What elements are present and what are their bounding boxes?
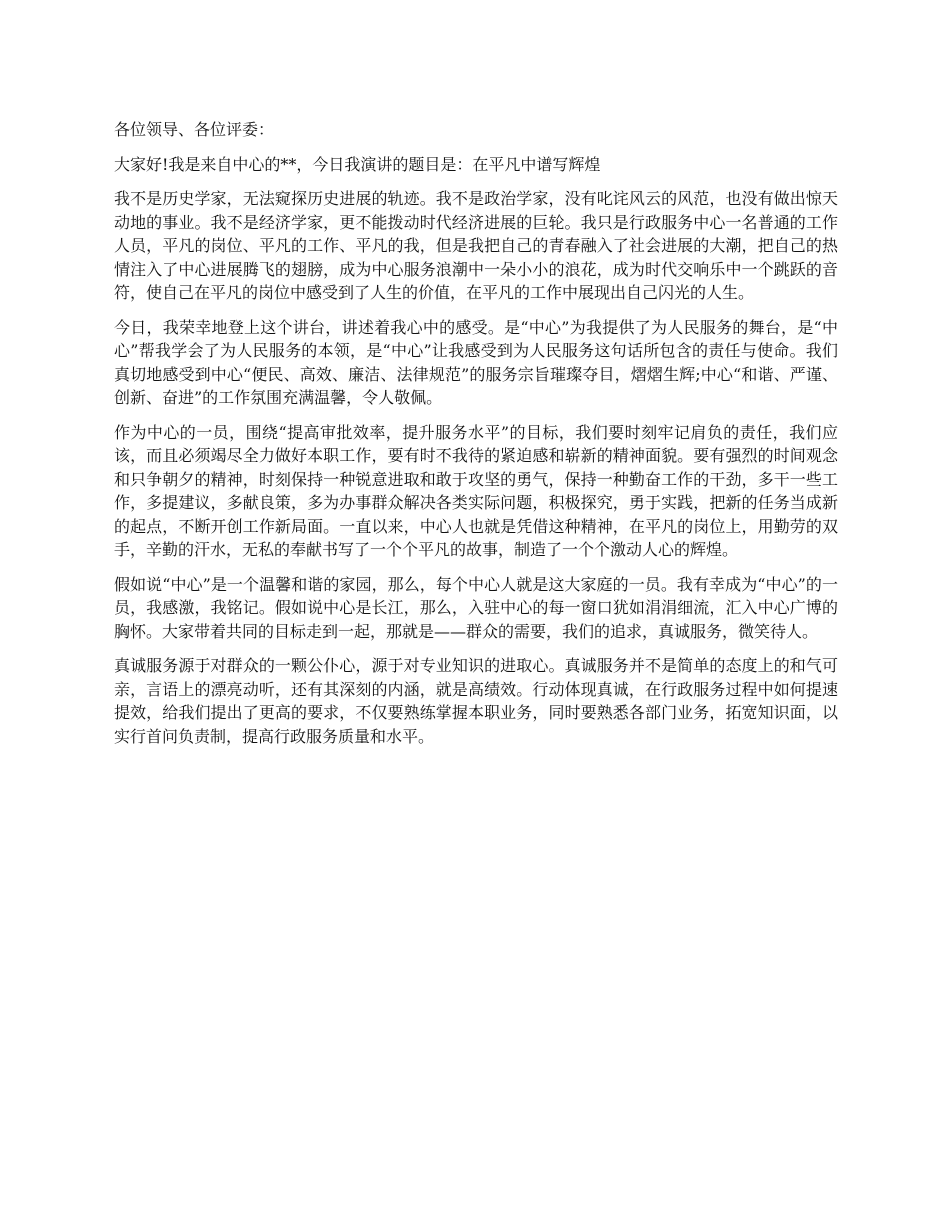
- paragraph-family: 假如说“中心”是一个温馨和谐的家园，那么，每个中心人就是这大家庭的一员。我有幸成为“中心”的一员，我感激，我铭记。假如说中心是长江，那么，入驻中心的每一窗口犹如涓涓细流，汇入中心广博的胸怀。大家带着共同的目标走到一起，那就是——群众的需要，我们的追求，真诚服务，微笑待人。: [114, 574, 838, 641]
- salutation: 各位领导、各位评委：: [114, 120, 275, 139]
- paragraph-responsibility: 作为中心的一员，围绕“提高审批效率，提升服务水平”的目标，我们要时刻牢记肩负的责任，我们应该，而且必须竭尽全力做好本职工作，要有时不我待的紧迫感和崭新的精神面貌。要有强烈的时间观念和只争朝夕的精神，时刻保持一种锐意进取和敢于攻坚的勇气，保持一种勤奋工作的干劲，多干一些工作，多提建议，多献良策，多为办事群众解决各类实际问题，积极探究，勇于实践，把新的任务当成新的起点，不断开创工作新局面。一直以来，中心人也就是凭借这种精神，在平凡的岗位上，用勤劳的双手，辛勤的汗水，无私的奉献书写了一个个平凡的故事，制造了一个个激动人心的辉煌。: [114, 422, 838, 559]
- paragraph-center-stage: 今日，我荣幸地登上这个讲台，讲述着我心中的感受。是“中心”为我提供了为人民服务的舞台，是“中心”帮我学会了为人民服务的本领，是“中心”让我感受到为人民服务这句话所包含的责任与使命。我们真切地感受到中心“便民、高效、廉洁、法律规范”的服务宗旨璀璨夺目，熠熠生辉;中心“和谐、严谨、创新、奋进”的工作氛围充满温馨，令人敬佩。: [114, 317, 838, 407]
- paragraph-ordinary-self: 我不是历史学家，无法窥探历史进展的轨迹。我不是政治学家，没有叱诧风云的风范，也没有做出惊天动地的事业。我不是经济学家，更不能拨动时代经济进展的巨轮。我只是行政服务中心一名普通的工作人员，平凡的岗位、平凡的工作、平凡的我，但是我把自己的青春融入了社会进展的大潮，把自己的热情注入了中心进展腾飞的翅膀，成为中心服务浪潮中一朵小小的浪花，成为时代交响乐中一个跳跃的音符，使自己在平凡的岗位中感受到了人生的价值，在平凡的工作中展现出自己闪光的人生。: [114, 189, 838, 302]
- paragraph-greeting: 大家好!我是来自中心的**，今日我演讲的题目是：在平凡中谱写辉煌: [114, 154, 601, 174]
- document-page: [114, 118, 838, 759]
- paragraph-sincere-service: 真诚服务源于对群众的一颗公仆心，源于对专业知识的进取心。真诚服务并不是简单的态度上的和气可亲，言语上的漂亮动听，还有其深刻的内涵，就是高绩效。行动体现真诚，在行政服务过程中如何提速提效，给我们提出了更高的要求，不仅要熟练掌握本职业务，同时要熟悉各部门业务，拓宽知识面，以实行首问负责制，提高行政服务质量和水平。: [114, 656, 838, 746]
